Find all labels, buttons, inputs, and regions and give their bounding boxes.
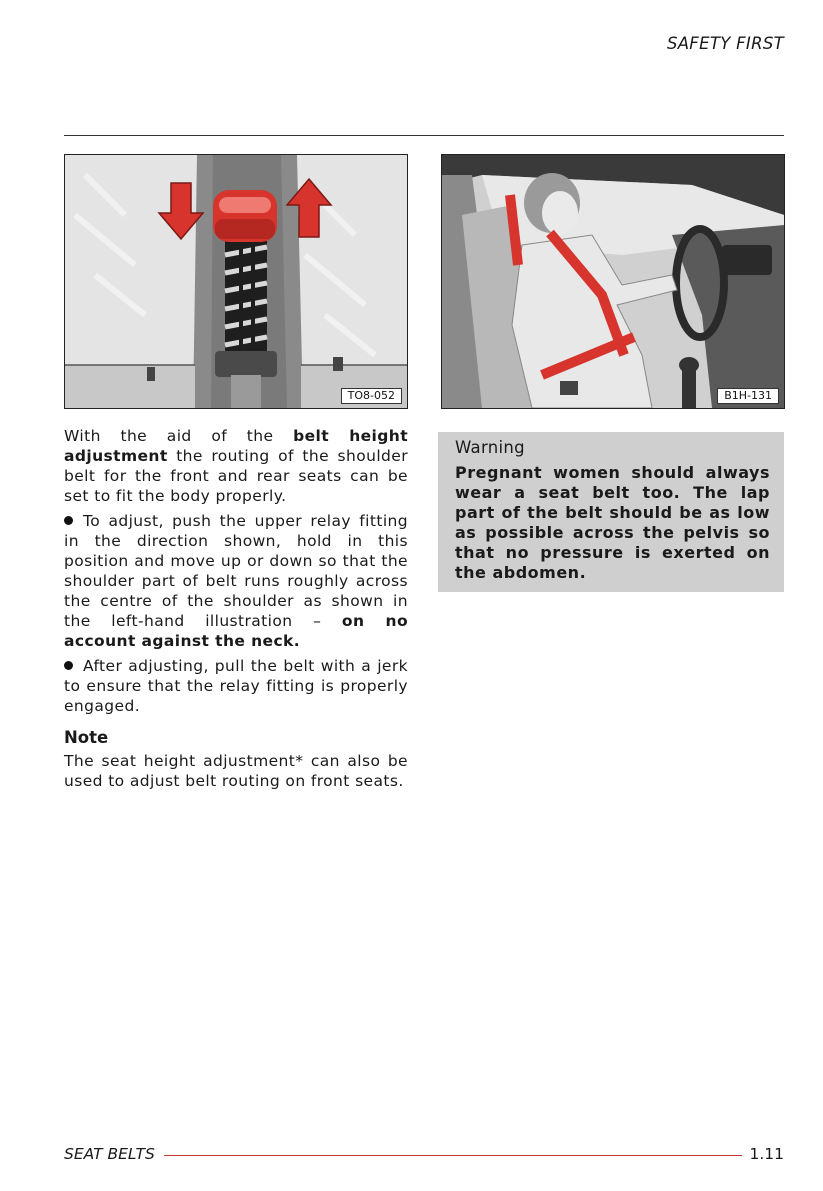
footer-section-title: SEAT BELTS: [64, 1145, 155, 1163]
left-text-column: [64, 426, 408, 791]
page-number: 1.11: [749, 1145, 784, 1163]
page-footer: [64, 1145, 784, 1165]
neck-warning-emphasis: on no account against the neck.: [64, 612, 409, 650]
note-heading: Note: [64, 728, 109, 747]
pregnant-driver-figure: [441, 154, 785, 409]
note-text: The seat height adjustment* can also be used to adjust belt routing on front seats.: [64, 752, 408, 790]
intro-paragraph: With the aid of the belt height adjustment the routing of the shoulder belt for the front and rear seats can be set to fit the body properly.: [64, 427, 408, 505]
bullet-jerk: After adjusting, pull the belt with a jerk to ensure that the relay fitting is properly engaged.: [64, 657, 408, 715]
belt-height-adjuster-illustration: [65, 155, 407, 408]
running-header: SAFETY FIRST: [666, 34, 784, 53]
header-rule: [64, 135, 784, 136]
warning-box: [438, 432, 784, 592]
belt-height-adjustment-term: belt height adjustment: [64, 427, 408, 465]
belt-height-adjuster-figure: [64, 154, 408, 409]
figure-code-label: B1H-131: [717, 388, 779, 404]
warning-heading: Warning: [455, 438, 525, 457]
footer-rule: [164, 1155, 742, 1156]
warning-text: Pregnant women should always wear a seat belt too. The lap part of the belt should be as low as possible across the pelvis so that no pressure is exerted on the abdomen.: [455, 463, 770, 582]
bullet-icon: [64, 516, 73, 525]
bullet-icon: [64, 661, 73, 670]
bullet-adjust: To adjust, push the upper relay fitting in the direction shown, hold in this position and move up or down so that the shoulder part of belt runs roughly across the centre of the shoulder as shown in the left-hand illustration – on no account against the neck.: [64, 512, 409, 650]
pregnant-driver-illustration: [442, 155, 784, 408]
figure-code-label: TO8-052: [341, 388, 402, 404]
